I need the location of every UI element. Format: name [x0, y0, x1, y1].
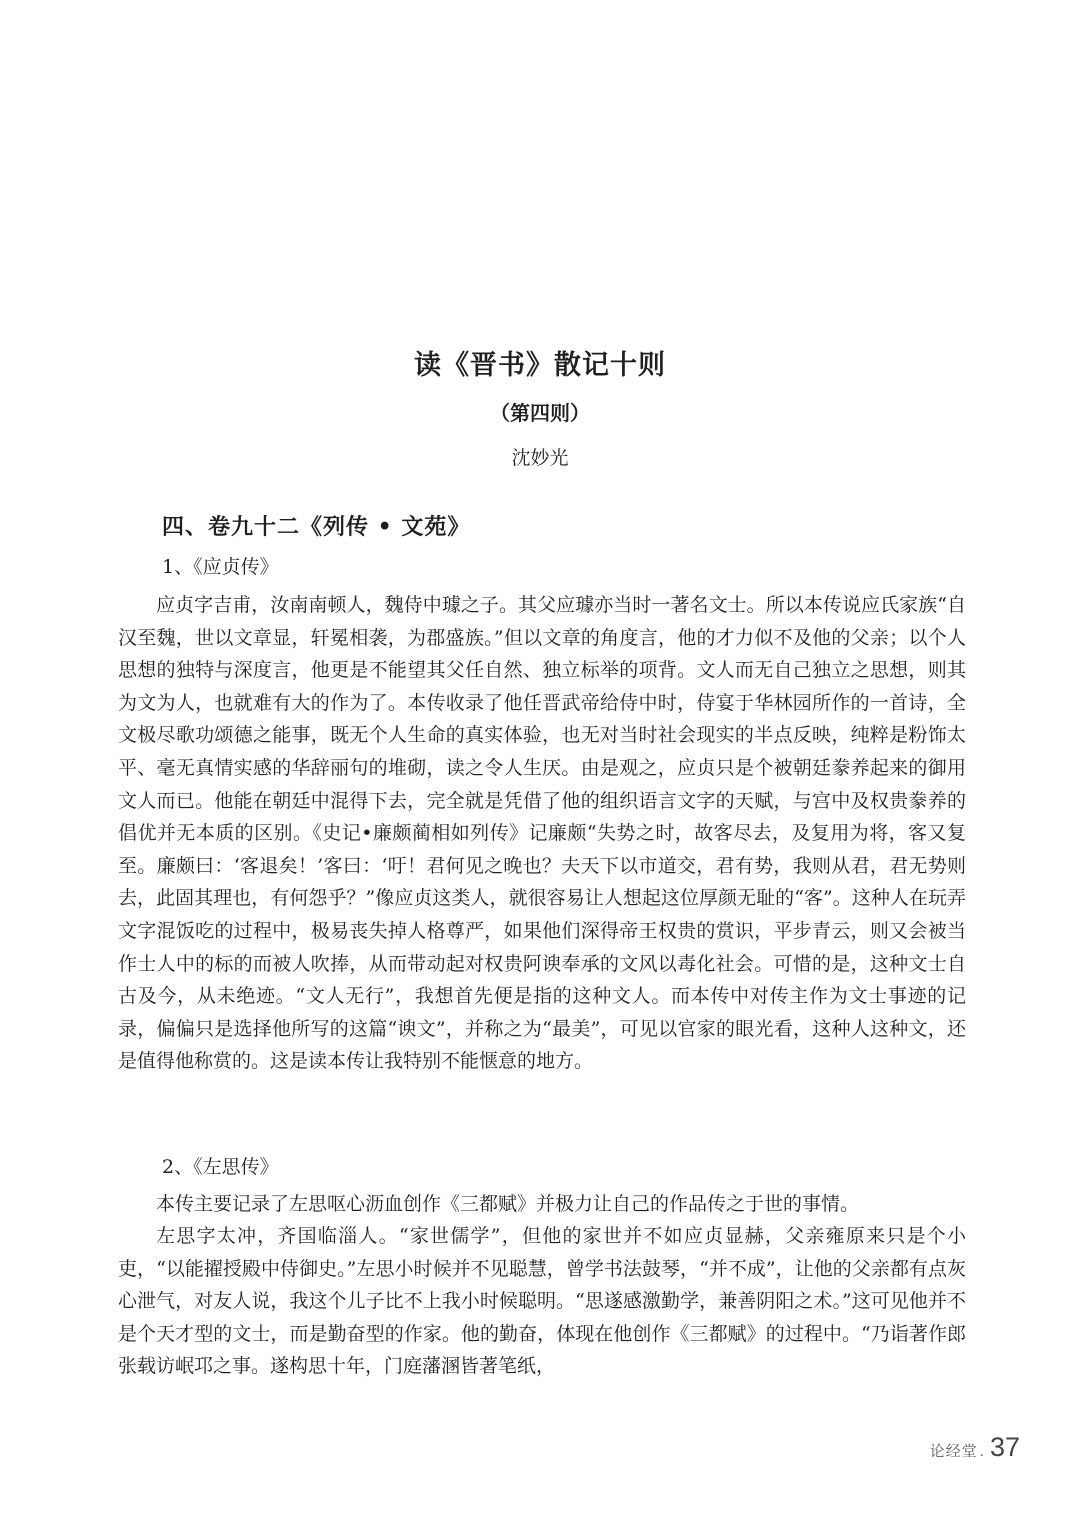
body-zuo-si-intro	[118, 1188, 966, 1221]
article-title: 读《晋书》散记十则	[414, 350, 666, 381]
article-subtitle: （第四则）	[490, 401, 590, 425]
magazine-name: 论经堂	[929, 1443, 978, 1460]
paragraph: 本传主要记录了左思呕心沥血创作《三都赋》并极力让自己的作品传之于世的事情。	[156, 1193, 860, 1215]
footer-separator: .	[979, 1443, 984, 1460]
page-number: 37	[989, 1432, 1020, 1462]
body-ying-zhen	[118, 589, 966, 1078]
paragraph: 左思字太冲，齐国临淄人。“家世儒学”，但他的家世并不如应贞显赫，父亲雍原来只是个小吏，“以能擢授殿中侍御史。”左思小时候并不见聪慧，曾学书法鼓琴，“并不成”，让他的父亲都有点灰心泄气，对友人说，我这个儿子比不上我小时候聪明。“思遂感激勤学，兼善阴阳之术。”这可见他并不是个天才型的文士，而是勤奋型的作家。他的勤奋，体现在他创作《三都赋》的过程中。“乃诣著作郎张载访岷邛之事。遂构思十年，门庭藩溷皆著笔纸，	[118, 1225, 966, 1378]
subheading-zuo-si: 2、《左思传》	[162, 1156, 279, 1178]
article-author: 沈妙光	[511, 447, 569, 469]
section-heading: 四、卷九十二《列传 • 文苑》	[162, 514, 471, 540]
subheading-ying-zhen: 1、《应贞传》	[162, 556, 279, 578]
page-footer	[930, 1432, 1020, 1463]
paragraph: 应贞字吉甫，汝南南顿人，魏侍中璩之子。其父应璩亦当时一著名文士。所以本传说应氏家族“自汉至魏，世以文章显，轩冕相袭，为郡盛族。”但以文章的角度言，他的才力似不及他的父亲；以个人思想的独特与深度言，他更是不能望其父任自然、独立标举的项背。文人而无自己独立之思想，则其为文为人，也就难有大的作为了。本传收录了他任晋武帝给侍中时，侍宴于华林园所作的一首诗，全文极尽歌功颂德之能事，既无个人生命的真实体验，也无对当时社会现实的半点反映，纯粹是粉饰太平、毫无真情实感的华辞丽句的堆砌，读之令人生厌。由是观之，应贞只是个被朝廷豢养起来的御用文人而已。他能在朝廷中混得下去，完全就是凭借了他的组织语言文字的天赋，与宫中及权贵豢养的倡优并无本质的区别。《史记•廉颇蔺相如列传》记廉颇“失势之时，故客尽去，及复用为将，客又复至。廉颇曰：‘客退矣！’客曰：‘吁！君何见之晚也？夫天下以市道交，君有势，我则从君，君无势则去，此固其理也，有何怨乎？”像应贞这类人，就很容易让人想起这位厚颜无耻的“客”。这种人在玩弄文字混饭吃的过程中，极易丧失掉人格尊严，如果他们深得帝王权贵的赏识，平步青云，则又会被当作士人中的标的而被人吹捧，从而带动起对权贵阿谀奉承的文风以毒化社会。可惜的是，这种文士自古及今，从未绝迹。“文人无行”，我想首先便是指的这种文人。而本传中对传主作为文士事迹的记录，偏偏只是选择他所写的这篇“谀文”，并称之为“最美”，可见以官家的眼光看，这种人这种文，还是值得他称赏的。这是读本传让我特别不能惬意的地方。	[118, 594, 966, 1073]
body-zuo-si	[118, 1220, 966, 1383]
